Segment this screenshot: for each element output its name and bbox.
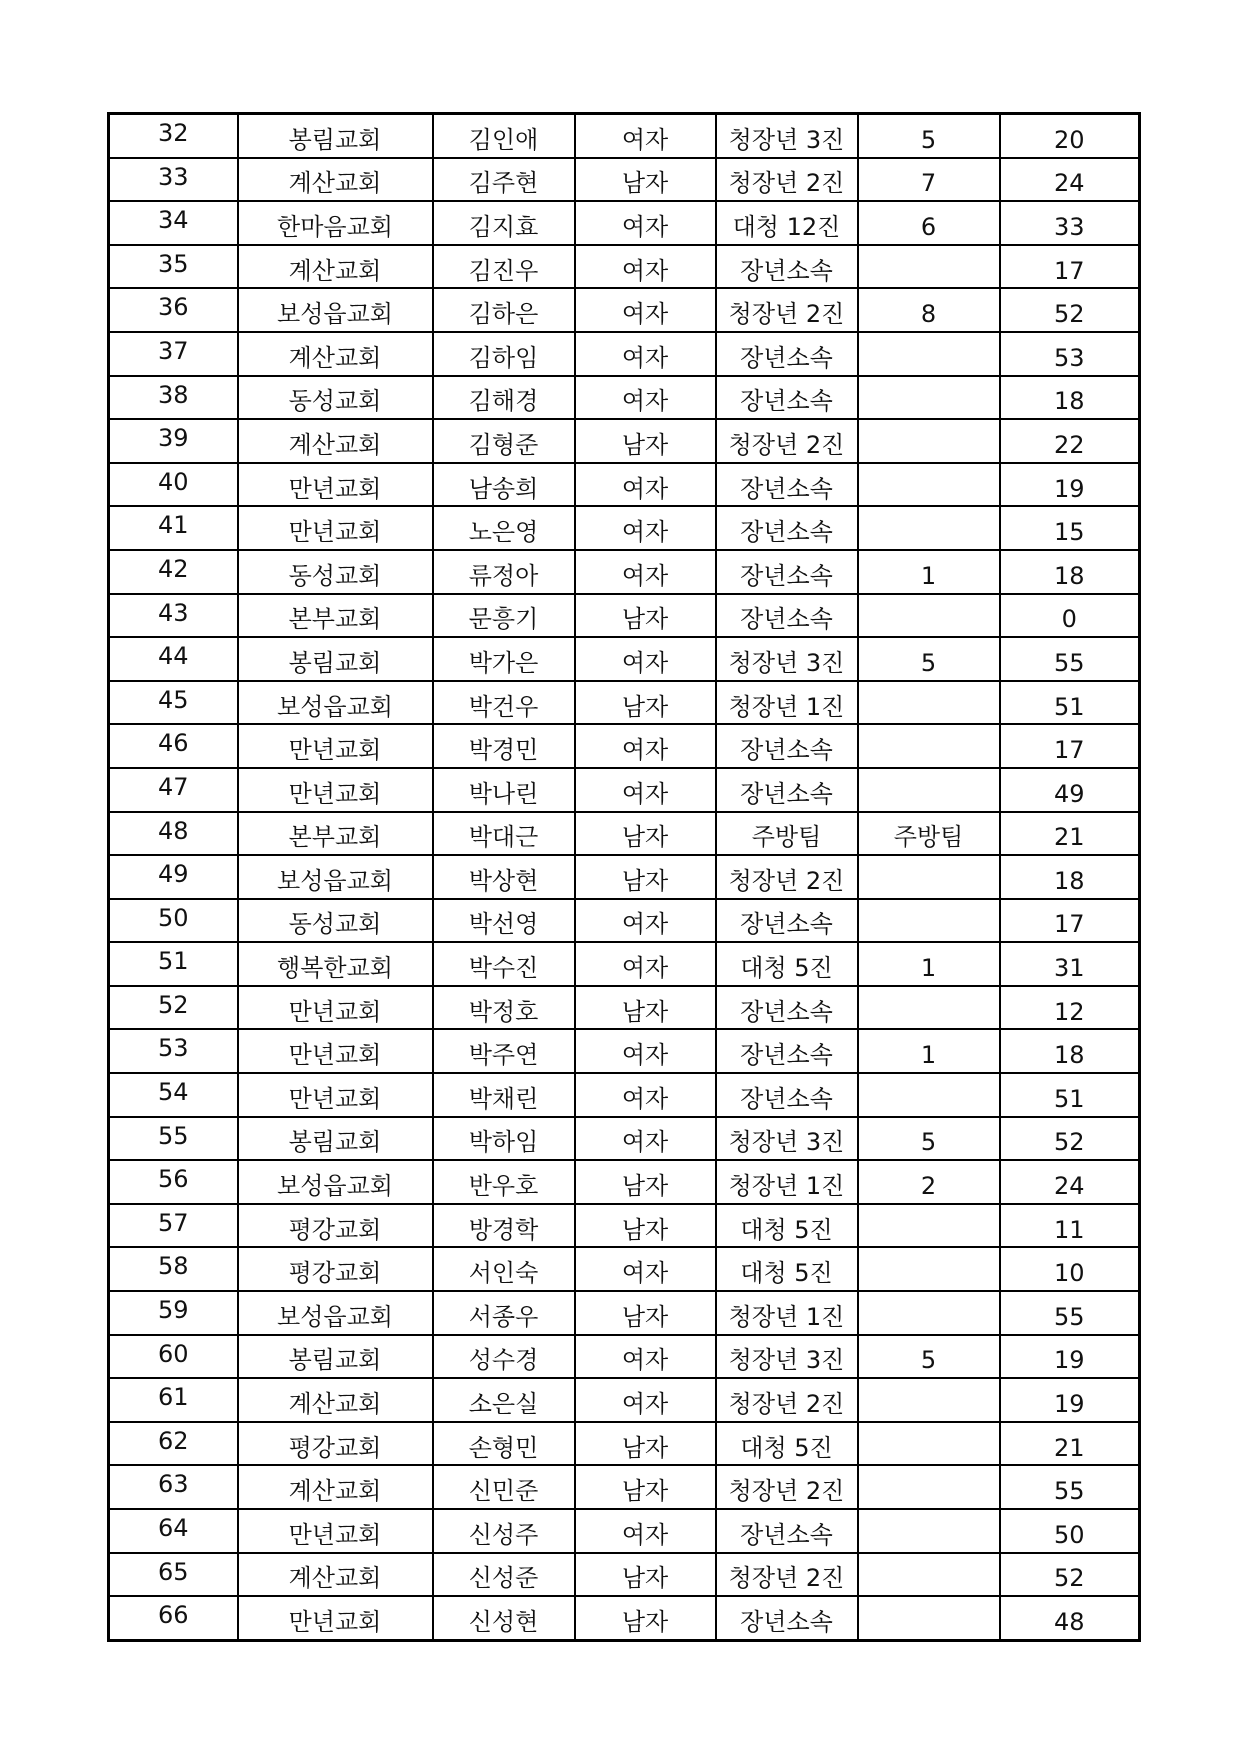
cell-team: 5 xyxy=(858,1335,1000,1379)
cell-score: 50 xyxy=(1000,1509,1140,1553)
cell-row-number: 38 xyxy=(109,376,238,420)
cell-group: 장년소속 xyxy=(716,594,858,638)
cell-score: 53 xyxy=(1000,332,1140,376)
table-row xyxy=(109,419,1140,463)
table-row xyxy=(109,724,1140,768)
cell-group: 청장년 1진 xyxy=(716,1291,858,1335)
cell-group: 청장년 3진 xyxy=(716,114,858,158)
table-row xyxy=(109,1465,1140,1509)
table-row xyxy=(109,855,1140,899)
cell-gender: 남자 xyxy=(575,812,716,856)
cell-team: 8 xyxy=(858,288,1000,332)
cell-row-number: 45 xyxy=(109,681,238,725)
cell-church: 만년교회 xyxy=(238,1509,433,1553)
cell-team xyxy=(858,463,1000,507)
cell-group: 대청 12진 xyxy=(716,201,858,245)
cell-score: 52 xyxy=(1000,1117,1140,1161)
cell-row-number: 39 xyxy=(109,419,238,463)
cell-name: 신성현 xyxy=(433,1596,575,1640)
cell-row-number: 58 xyxy=(109,1247,238,1291)
cell-church: 동성교회 xyxy=(238,550,433,594)
cell-team: 1 xyxy=(858,550,1000,594)
cell-score: 24 xyxy=(1000,1160,1140,1204)
cell-gender: 남자 xyxy=(575,1465,716,1509)
cell-team xyxy=(858,724,1000,768)
cell-row-number: 36 xyxy=(109,288,238,332)
cell-score: 0 xyxy=(1000,594,1140,638)
cell-row-number: 61 xyxy=(109,1378,238,1422)
cell-name: 김해경 xyxy=(433,376,575,420)
cell-score: 17 xyxy=(1000,899,1140,943)
table-row xyxy=(109,637,1140,681)
cell-row-number: 34 xyxy=(109,201,238,245)
cell-church: 계산교회 xyxy=(238,158,433,202)
table-row xyxy=(109,986,1140,1030)
table-row xyxy=(109,1378,1140,1422)
cell-name: 박건우 xyxy=(433,681,575,725)
cell-group: 장년소속 xyxy=(716,986,858,1030)
cell-row-number: 53 xyxy=(109,1029,238,1073)
cell-team xyxy=(858,1465,1000,1509)
cell-church: 만년교회 xyxy=(238,1029,433,1073)
cell-team xyxy=(858,1596,1000,1640)
cell-team xyxy=(858,1509,1000,1553)
cell-name: 방경학 xyxy=(433,1204,575,1248)
cell-team xyxy=(858,1204,1000,1248)
cell-name: 김주현 xyxy=(433,158,575,202)
cell-group: 장년소속 xyxy=(716,463,858,507)
table-row xyxy=(109,1509,1140,1553)
cell-team xyxy=(858,899,1000,943)
cell-name: 반우호 xyxy=(433,1160,575,1204)
cell-church: 봉림교회 xyxy=(238,637,433,681)
cell-church: 평강교회 xyxy=(238,1247,433,1291)
cell-row-number: 50 xyxy=(109,899,238,943)
cell-row-number: 44 xyxy=(109,637,238,681)
cell-gender: 남자 xyxy=(575,594,716,638)
cell-name: 신성주 xyxy=(433,1509,575,1553)
cell-name: 박상현 xyxy=(433,855,575,899)
cell-gender: 여자 xyxy=(575,724,716,768)
cell-church: 보성읍교회 xyxy=(238,1291,433,1335)
table-row xyxy=(109,506,1140,550)
cell-team xyxy=(858,594,1000,638)
cell-team xyxy=(858,1553,1000,1597)
cell-gender: 여자 xyxy=(575,942,716,986)
cell-gender: 여자 xyxy=(575,201,716,245)
cell-gender: 남자 xyxy=(575,1204,716,1248)
table-row xyxy=(109,1204,1140,1248)
cell-row-number: 49 xyxy=(109,855,238,899)
cell-row-number: 37 xyxy=(109,332,238,376)
cell-row-number: 59 xyxy=(109,1291,238,1335)
cell-name: 신성준 xyxy=(433,1553,575,1597)
cell-row-number: 66 xyxy=(109,1596,238,1640)
cell-score: 18 xyxy=(1000,855,1140,899)
cell-name: 박하임 xyxy=(433,1117,575,1161)
cell-group: 장년소속 xyxy=(716,245,858,289)
cell-group: 청장년 3진 xyxy=(716,637,858,681)
cell-church: 계산교회 xyxy=(238,1378,433,1422)
cell-team xyxy=(858,1073,1000,1117)
cell-gender: 여자 xyxy=(575,1509,716,1553)
cell-church: 계산교회 xyxy=(238,332,433,376)
cell-score: 20 xyxy=(1000,114,1140,158)
cell-gender: 여자 xyxy=(575,1335,716,1379)
cell-name: 박주연 xyxy=(433,1029,575,1073)
cell-group: 장년소속 xyxy=(716,768,858,812)
cell-row-number: 33 xyxy=(109,158,238,202)
table-row xyxy=(109,201,1140,245)
cell-score: 51 xyxy=(1000,1073,1140,1117)
cell-score: 21 xyxy=(1000,1422,1140,1466)
cell-team: 5 xyxy=(858,637,1000,681)
cell-team xyxy=(858,681,1000,725)
cell-team xyxy=(858,376,1000,420)
cell-row-number: 43 xyxy=(109,594,238,638)
cell-name: 박정호 xyxy=(433,986,575,1030)
table-row xyxy=(109,812,1140,856)
cell-church: 보성읍교회 xyxy=(238,288,433,332)
cell-gender: 여자 xyxy=(575,114,716,158)
cell-church: 본부교회 xyxy=(238,594,433,638)
cell-team: 5 xyxy=(858,114,1000,158)
table-row xyxy=(109,1596,1140,1640)
cell-gender: 남자 xyxy=(575,681,716,725)
cell-group: 청장년 2진 xyxy=(716,158,858,202)
cell-score: 55 xyxy=(1000,1465,1140,1509)
cell-row-number: 40 xyxy=(109,463,238,507)
table-row xyxy=(109,245,1140,289)
cell-score: 19 xyxy=(1000,1335,1140,1379)
cell-gender: 여자 xyxy=(575,550,716,594)
cell-name: 박나린 xyxy=(433,768,575,812)
cell-group: 청장년 2진 xyxy=(716,419,858,463)
table-row xyxy=(109,114,1140,158)
cell-gender: 여자 xyxy=(575,1378,716,1422)
cell-score: 18 xyxy=(1000,550,1140,594)
cell-team: 2 xyxy=(858,1160,1000,1204)
cell-team: 5 xyxy=(858,1117,1000,1161)
cell-group: 청장년 1진 xyxy=(716,1160,858,1204)
cell-row-number: 52 xyxy=(109,986,238,1030)
table-row xyxy=(109,376,1140,420)
cell-team: 주방팀 xyxy=(858,812,1000,856)
cell-church: 만년교회 xyxy=(238,1073,433,1117)
cell-group: 주방팀 xyxy=(716,812,858,856)
cell-score: 24 xyxy=(1000,158,1140,202)
table-row xyxy=(109,1291,1140,1335)
cell-church: 만년교회 xyxy=(238,986,433,1030)
cell-name: 서종우 xyxy=(433,1291,575,1335)
cell-church: 한마음교회 xyxy=(238,201,433,245)
cell-name: 문흥기 xyxy=(433,594,575,638)
cell-gender: 여자 xyxy=(575,1117,716,1161)
cell-score: 19 xyxy=(1000,1378,1140,1422)
cell-gender: 남자 xyxy=(575,1160,716,1204)
cell-church: 동성교회 xyxy=(238,899,433,943)
table-row xyxy=(109,288,1140,332)
table-row xyxy=(109,942,1140,986)
cell-score: 10 xyxy=(1000,1247,1140,1291)
cell-row-number: 32 xyxy=(109,114,238,158)
cell-church: 만년교회 xyxy=(238,463,433,507)
cell-gender: 여자 xyxy=(575,332,716,376)
cell-name: 박수진 xyxy=(433,942,575,986)
cell-name: 박가은 xyxy=(433,637,575,681)
cell-gender: 남자 xyxy=(575,1553,716,1597)
cell-name: 김진우 xyxy=(433,245,575,289)
cell-score: 55 xyxy=(1000,637,1140,681)
cell-score: 55 xyxy=(1000,1291,1140,1335)
cell-church: 만년교회 xyxy=(238,724,433,768)
table-row xyxy=(109,1160,1140,1204)
cell-score: 31 xyxy=(1000,942,1140,986)
cell-row-number: 57 xyxy=(109,1204,238,1248)
cell-row-number: 62 xyxy=(109,1422,238,1466)
cell-gender: 남자 xyxy=(575,1291,716,1335)
cell-name: 김인애 xyxy=(433,114,575,158)
cell-group: 장년소속 xyxy=(716,506,858,550)
cell-name: 소은실 xyxy=(433,1378,575,1422)
cell-church: 동성교회 xyxy=(238,376,433,420)
cell-row-number: 51 xyxy=(109,942,238,986)
cell-church: 계산교회 xyxy=(238,419,433,463)
cell-score: 33 xyxy=(1000,201,1140,245)
cell-gender: 여자 xyxy=(575,288,716,332)
cell-row-number: 63 xyxy=(109,1465,238,1509)
cell-name: 박선영 xyxy=(433,899,575,943)
cell-church: 평강교회 xyxy=(238,1204,433,1248)
cell-gender: 남자 xyxy=(575,855,716,899)
cell-team xyxy=(858,768,1000,812)
table-row xyxy=(109,681,1140,725)
cell-gender: 여자 xyxy=(575,463,716,507)
cell-score: 52 xyxy=(1000,1553,1140,1597)
table-row xyxy=(109,1553,1140,1597)
table-row xyxy=(109,463,1140,507)
cell-team: 1 xyxy=(858,1029,1000,1073)
cell-name: 김지효 xyxy=(433,201,575,245)
cell-row-number: 48 xyxy=(109,812,238,856)
cell-group: 청장년 3진 xyxy=(716,1117,858,1161)
cell-score: 17 xyxy=(1000,245,1140,289)
cell-row-number: 47 xyxy=(109,768,238,812)
table-row xyxy=(109,550,1140,594)
cell-group: 청장년 2진 xyxy=(716,855,858,899)
cell-church: 본부교회 xyxy=(238,812,433,856)
table-row xyxy=(109,768,1140,812)
table-row xyxy=(109,1029,1140,1073)
cell-gender: 남자 xyxy=(575,986,716,1030)
cell-row-number: 46 xyxy=(109,724,238,768)
cell-church: 만년교회 xyxy=(238,768,433,812)
cell-name: 신민준 xyxy=(433,1465,575,1509)
cell-gender: 여자 xyxy=(575,768,716,812)
cell-row-number: 35 xyxy=(109,245,238,289)
table-row xyxy=(109,158,1140,202)
cell-group: 청장년 2진 xyxy=(716,1378,858,1422)
cell-group: 청장년 2진 xyxy=(716,288,858,332)
cell-group: 장년소속 xyxy=(716,1509,858,1553)
cell-team xyxy=(858,1378,1000,1422)
roster-table-body xyxy=(109,114,1140,1641)
cell-row-number: 42 xyxy=(109,550,238,594)
cell-score: 19 xyxy=(1000,463,1140,507)
cell-row-number: 41 xyxy=(109,506,238,550)
cell-team xyxy=(858,419,1000,463)
cell-name: 김하은 xyxy=(433,288,575,332)
cell-gender: 남자 xyxy=(575,1596,716,1640)
cell-team xyxy=(858,245,1000,289)
cell-church: 보성읍교회 xyxy=(238,855,433,899)
cell-score: 48 xyxy=(1000,1596,1140,1640)
cell-gender: 남자 xyxy=(575,1422,716,1466)
cell-group: 대청 5진 xyxy=(716,942,858,986)
cell-gender: 여자 xyxy=(575,637,716,681)
cell-group: 대청 5진 xyxy=(716,1204,858,1248)
table-row xyxy=(109,1117,1140,1161)
table-row xyxy=(109,594,1140,638)
cell-team xyxy=(858,855,1000,899)
cell-team: 7 xyxy=(858,158,1000,202)
cell-gender: 여자 xyxy=(575,376,716,420)
cell-team: 6 xyxy=(858,201,1000,245)
cell-gender: 여자 xyxy=(575,245,716,289)
table-row xyxy=(109,1247,1140,1291)
cell-group: 장년소속 xyxy=(716,1596,858,1640)
cell-score: 15 xyxy=(1000,506,1140,550)
cell-gender: 여자 xyxy=(575,1247,716,1291)
cell-gender: 여자 xyxy=(575,1029,716,1073)
cell-team xyxy=(858,986,1000,1030)
cell-group: 장년소속 xyxy=(716,1073,858,1117)
cell-group: 장년소속 xyxy=(716,332,858,376)
cell-group: 장년소속 xyxy=(716,724,858,768)
cell-score: 11 xyxy=(1000,1204,1140,1248)
cell-group: 장년소속 xyxy=(716,1029,858,1073)
cell-church: 봉림교회 xyxy=(238,1117,433,1161)
cell-row-number: 65 xyxy=(109,1553,238,1597)
cell-name: 김하임 xyxy=(433,332,575,376)
cell-church: 봉림교회 xyxy=(238,114,433,158)
cell-score: 21 xyxy=(1000,812,1140,856)
cell-gender: 남자 xyxy=(575,158,716,202)
cell-name: 남송희 xyxy=(433,463,575,507)
cell-team xyxy=(858,506,1000,550)
cell-group: 장년소속 xyxy=(716,550,858,594)
cell-gender: 여자 xyxy=(575,899,716,943)
cell-church: 평강교회 xyxy=(238,1422,433,1466)
cell-name: 류정아 xyxy=(433,550,575,594)
table-row xyxy=(109,1422,1140,1466)
cell-name: 박채린 xyxy=(433,1073,575,1117)
cell-team xyxy=(858,332,1000,376)
cell-team xyxy=(858,1247,1000,1291)
roster-table xyxy=(107,112,1141,1642)
cell-name: 서인숙 xyxy=(433,1247,575,1291)
cell-church: 만년교회 xyxy=(238,1596,433,1640)
cell-church: 보성읍교회 xyxy=(238,1160,433,1204)
cell-church: 행복한교회 xyxy=(238,942,433,986)
cell-name: 박대근 xyxy=(433,812,575,856)
table-row xyxy=(109,1073,1140,1117)
cell-church: 계산교회 xyxy=(238,1553,433,1597)
cell-name: 박경민 xyxy=(433,724,575,768)
cell-group: 장년소속 xyxy=(716,899,858,943)
cell-team xyxy=(858,1291,1000,1335)
cell-group: 청장년 1진 xyxy=(716,681,858,725)
cell-church: 보성읍교회 xyxy=(238,681,433,725)
cell-gender: 남자 xyxy=(575,419,716,463)
cell-group: 대청 5진 xyxy=(716,1422,858,1466)
cell-gender: 여자 xyxy=(575,506,716,550)
cell-row-number: 64 xyxy=(109,1509,238,1553)
cell-group: 청장년 2진 xyxy=(716,1465,858,1509)
cell-row-number: 56 xyxy=(109,1160,238,1204)
cell-score: 49 xyxy=(1000,768,1140,812)
cell-group: 대청 5진 xyxy=(716,1247,858,1291)
cell-row-number: 55 xyxy=(109,1117,238,1161)
cell-score: 51 xyxy=(1000,681,1140,725)
cell-team: 1 xyxy=(858,942,1000,986)
cell-score: 52 xyxy=(1000,288,1140,332)
cell-score: 18 xyxy=(1000,376,1140,420)
cell-score: 17 xyxy=(1000,724,1140,768)
cell-group: 장년소속 xyxy=(716,376,858,420)
cell-church: 계산교회 xyxy=(238,1465,433,1509)
cell-score: 18 xyxy=(1000,1029,1140,1073)
cell-row-number: 54 xyxy=(109,1073,238,1117)
cell-score: 22 xyxy=(1000,419,1140,463)
cell-score: 12 xyxy=(1000,986,1140,1030)
cell-church: 봉림교회 xyxy=(238,1335,433,1379)
cell-team xyxy=(858,1422,1000,1466)
cell-church: 만년교회 xyxy=(238,506,433,550)
cell-name: 노은영 xyxy=(433,506,575,550)
cell-group: 청장년 2진 xyxy=(716,1553,858,1597)
table-row xyxy=(109,899,1140,943)
table-row xyxy=(109,332,1140,376)
cell-name: 성수경 xyxy=(433,1335,575,1379)
cell-church: 계산교회 xyxy=(238,245,433,289)
cell-name: 손형민 xyxy=(433,1422,575,1466)
cell-name: 김형준 xyxy=(433,419,575,463)
cell-gender: 여자 xyxy=(575,1073,716,1117)
cell-group: 청장년 3진 xyxy=(716,1335,858,1379)
cell-row-number: 60 xyxy=(109,1335,238,1379)
table-row xyxy=(109,1335,1140,1379)
